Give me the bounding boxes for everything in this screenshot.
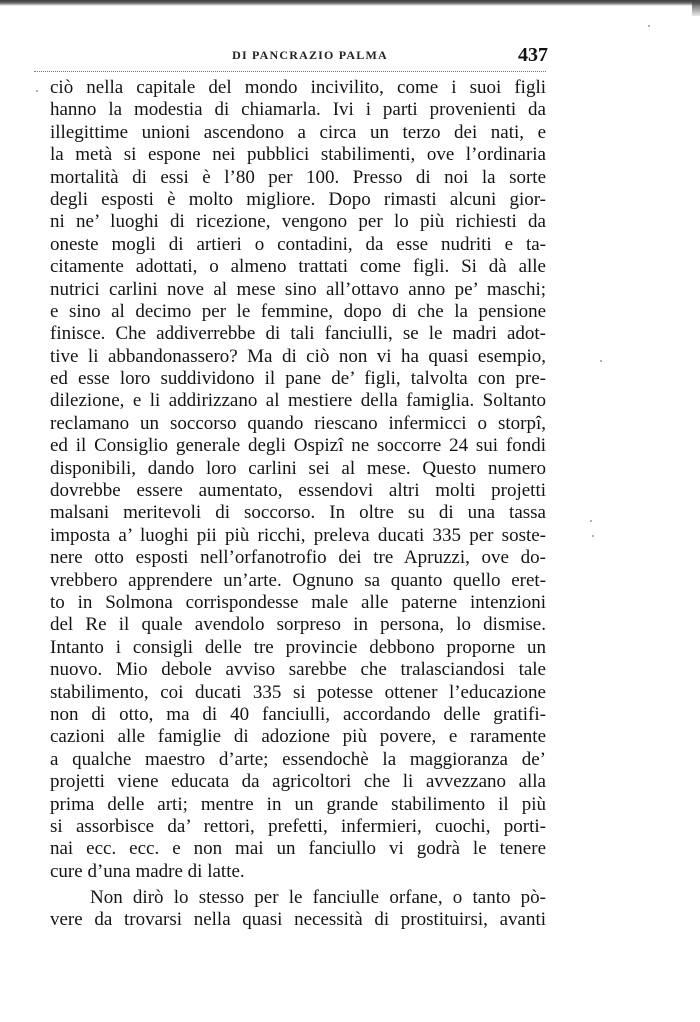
text-line: Non dirò lo stesso per le fanciulle orfane, o tanto pò- xyxy=(90,887,546,909)
text-line: vere da trovarsi nella quasi necessità di prostituirsi, avanti xyxy=(50,909,546,931)
text-line: reclamano un soccorso quando riescano infermicci o storpî, xyxy=(50,412,546,434)
running-head-title: DI PANCRAZIO PALMA xyxy=(232,48,388,62)
text-line: ni ne’ luoghi di ricezione, vengono per lo più richiesti da xyxy=(50,211,546,233)
text-line: cazioni alle famiglie di adozione più povere, e raramente xyxy=(50,726,546,748)
text-line: e sino al decimo per le femmine, dopo di che la pensione xyxy=(50,300,546,322)
text-line: a qualche maestro d’arte; essendochè la maggioranza de’ xyxy=(50,748,546,770)
text-line: finisce. Che addiverrebbe di tali fanciulli, se le madri adot- xyxy=(50,323,546,345)
text-line: ciò nella capitale del mondo incivilito, come i suoi figli xyxy=(50,77,546,98)
text-line: prima delle arti; mentre in un grande stabilimento il più xyxy=(50,793,546,815)
text-line: nere otto esposti nell’orfanotrofio dei tre Apruzzi, ove do- xyxy=(50,547,546,569)
running-head xyxy=(34,44,546,68)
text-line: degli esposti è molto migliore. Dopo rimasti alcuni gior- xyxy=(50,188,546,210)
text-line: illegittime unioni ascendono a circa un terzo dei nati, e xyxy=(50,121,546,143)
text-line: ed il Consiglio generale degli Ospizî ne soccorre 24 sui fondi xyxy=(50,435,546,457)
text-line: tive li abbandonassero? Ma di ciò non vi ha quasi esempio, xyxy=(50,345,546,367)
text-line: dovrebbe essere aumentato, essendovi altri molti projetti xyxy=(50,480,546,502)
text-line: nai ecc. ecc. e non mai un fanciullo vi godrà le tenere xyxy=(50,838,546,860)
scan-speck xyxy=(36,90,38,92)
header-dotted-rule xyxy=(34,71,546,72)
paragraph xyxy=(50,77,546,883)
text-line: ed esse loro suddividono il pane de’ figli, talvolta con pre- xyxy=(50,368,546,390)
text-line: nutrici carlini nove al mese sino all’ottavo anno pe’ maschi; xyxy=(50,278,546,300)
text-line: si assorbisce da’ rettori, prefetti, infermieri, cuochi, porti- xyxy=(50,815,546,837)
scan-top-edge xyxy=(0,0,700,6)
text-line: dilezione, e li addirizzano al mestiere della famiglia. Soltanto xyxy=(50,390,546,412)
text-line: vrebbero apprendere un’arte. Ognuno sa quanto quello eret- xyxy=(50,569,546,591)
text-line: hanno la modestia di chiamarla. Ivi i parti provenienti da xyxy=(50,99,546,121)
body-text xyxy=(50,77,546,932)
page-number: 437 xyxy=(518,44,548,66)
text-line: del Re il quale avendolo sorpreso in persona, lo dismise. xyxy=(50,614,546,636)
scan-speck xyxy=(600,360,602,362)
scan-speck xyxy=(590,520,592,522)
text-line: Intanto i consigli delle tre provincie debbono proporne un xyxy=(50,636,546,658)
scan-speck xyxy=(592,535,594,537)
text-line: disponibili, dando loro carlini sei al mese. Questo numero xyxy=(50,457,546,479)
text-line: stabilimento, coi ducati 335 si potesse ottener l’educazione xyxy=(50,681,546,703)
text-line: la metà si espone nei pubblici stabilimenti, ove l’ordinaria xyxy=(50,144,546,166)
scan-corner-shadow xyxy=(692,0,700,16)
paragraph xyxy=(50,887,546,932)
text-line: nuovo. Mio debole avviso sarebbe che tralasciandosi tale xyxy=(50,659,546,681)
text-line: malsani meritevoli di soccorso. In oltre su di una tassa xyxy=(50,502,546,524)
text-line: to in Solmona corrispondesse male alle paterne intenzioni xyxy=(50,591,546,613)
text-line: non di otto, ma di 40 fanciulli, accordando delle gratifi- xyxy=(50,703,546,725)
text-line: mortalità di essi è l’80 per 100. Presso di noi la sorte xyxy=(50,166,546,188)
text-line: citamente adottati, o almeno trattati come figli. Si dà alle xyxy=(50,256,546,278)
text-line: projetti viene educata da agricoltori che li avvezzano alla xyxy=(50,771,546,793)
text-line: oneste mogli di artieri o contadini, da esse nudriti e ta- xyxy=(50,233,546,255)
text-line: cure d’una madre di latte. xyxy=(50,860,245,882)
scan-speck xyxy=(648,25,650,27)
text-line: imposta a’ luoghi pii più ricchi, preleva ducati 335 per soste- xyxy=(50,524,546,546)
